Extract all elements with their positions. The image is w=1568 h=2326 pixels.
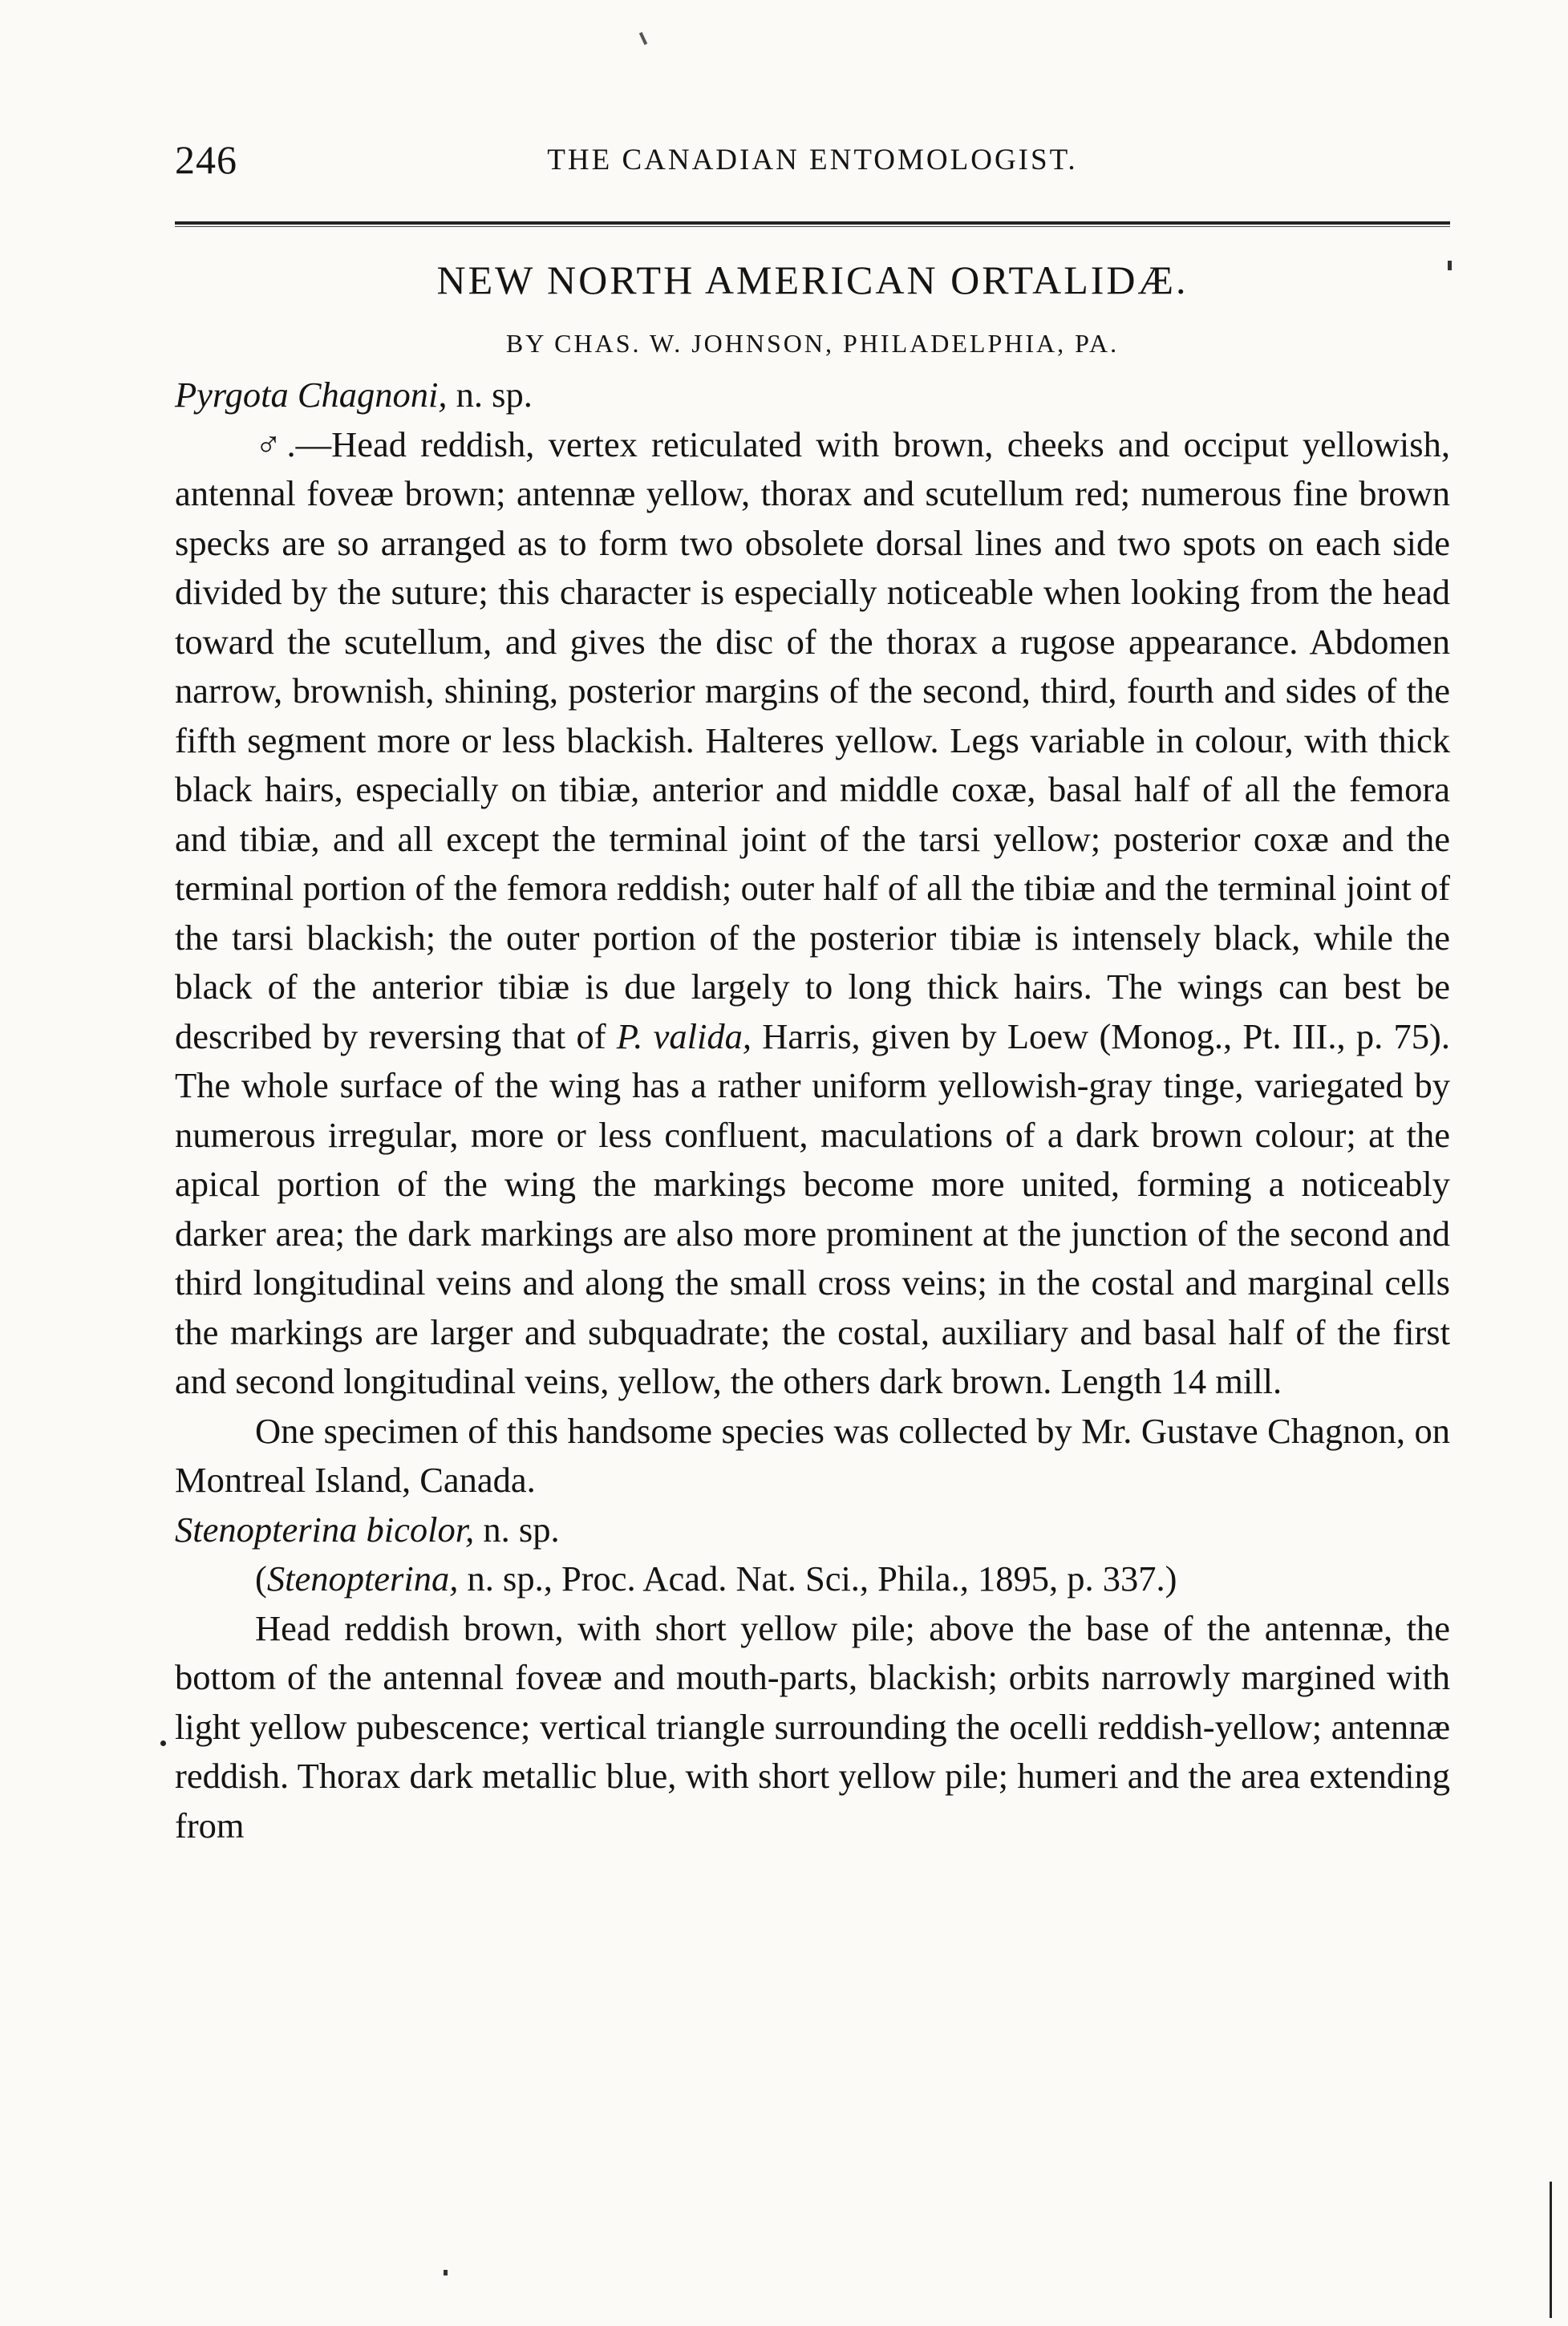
literature-reference [175,1554,1450,1604]
running-header [175,136,1450,201]
reference-genus: Stenopterina, [266,1558,459,1599]
specimen-note: One specimen of this handsome species was collected by Mr. Gustave Chagnon, on Montreal Island, Canada. [175,1410,1450,1500]
page-number: 246 [175,137,237,182]
species-name: Stenopterina bicolor, [175,1509,475,1550]
byline: BY CHAS. W. JOHNSON, PHILADELPHIA, PA. [505,329,1120,358]
print-speck [160,1740,166,1746]
article-body [175,371,1450,1850]
reference-species: P. valida, [616,1015,752,1056]
print-speck [444,2270,448,2275]
journal-title: THE CANADIAN ENTOMOLOGIST. [547,144,1078,176]
description-text: Harris, given by Loew (Monog., Pt. III., p. 75). The whole surface of the wing has a rather uniform yellowish-gray tinge, variegated by numerous irregular, more or less confluent, maculations of a dark brown colour; at the apical portion of the wing the markings become more united, forming a noticeably darker area; the dark markings are also more prominent at the junction of the second and third longitudinal veins and along the small cross veins; in the costal and marginal cells the markings are larger and subquadrate; the costal, auxiliary and basal half of the first and second longitudinal veins, yellow, the others dark brown. Length 14 mill. [175,1015,1450,1401]
species-suffix: n. sp. [474,1509,560,1550]
species-heading [175,371,1450,420]
reference-text: n. sp., Proc. Acad. Nat. Sci., Phila., 1895, p. 337.) [458,1558,1177,1599]
species-description: Head reddish brown, with short yellow pile; above the base of the antennæ, the bottom of the antennal foveæ and mouth-parts, blackish; orbits narrowly margined with light yellow pubescence; vertical triangle surrounding the ocelli reddish-yellow; antennæ reddish. Thorax dark metallic blue, with short yellow pile; humeri and the area extending from [175,1607,1450,1846]
species-description [175,420,1450,1407]
species-heading [175,1505,1450,1555]
page-edge-mark [1550,2182,1552,2318]
reference-paren: ( [255,1558,267,1599]
print-speck [639,32,647,45]
article-title: NEW NORTH AMERICAN ORTALIDÆ. [436,257,1189,302]
header-rule [175,221,1450,225]
description-text: ♂.—Head reddish, vertex reticulated with brown, cheeks and occiput yellowish, antennal foveæ brown; antennæ yellow, thorax and scutellum red; numerous fine brown specks are so arranged as to form two obsolete dorsal lines and two spots on each side divided by the suture; this character is especially noticeable when looking from the head toward the scutellum, and gives the disc of the thorax a rugose appearance. Abdomen narrow, brownish, shining, posterior margins of the second, third, fourth and sides of the fifth segment more or less blackish. Halteres yellow. Legs variable in colour, with thick black hairs, especially on tibiæ, anterior and middle coxæ, basal half of all the femora and tibiæ, and all except the terminal joint of the tarsi yellow; posterior coxæ and the terminal portion of the femora reddish; outer half of all the tibiæ and the terminal joint of the tarsi blackish; the outer portion of the posterior tibiæ is intensely black, while the black of the anterior tibiæ is due largely to long thick hairs. The wings can best be described by reversing that of [175,423,1450,1056]
species-name: Pyrgota Chagnoni, [175,375,448,415]
species-suffix: n. sp. [447,375,533,415]
